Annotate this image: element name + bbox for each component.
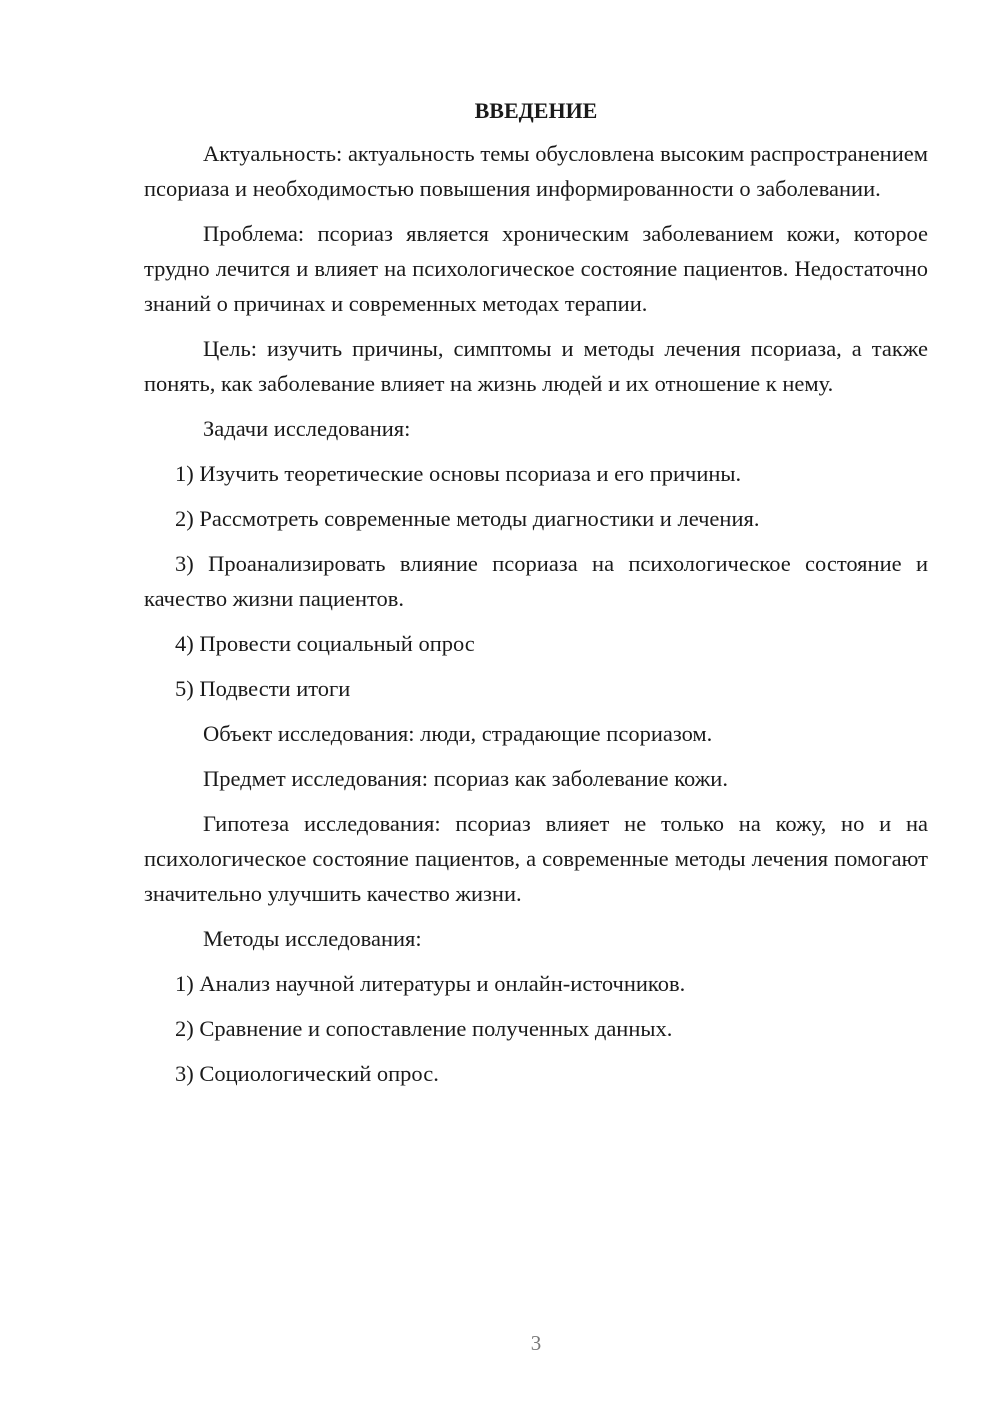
page-content bbox=[144, 94, 928, 1091]
page-number: 3 bbox=[530, 1331, 542, 1355]
task-item: 1) Изучить теоретические основы псориаза и его причины. bbox=[175, 461, 742, 486]
paragraph-hypothesis: Гипотеза исследования: псориаз влияет не только на кожу, но и на психологическое состояние пациентов, а современные методы лечения помогают значительно улучшить качество жизни. bbox=[144, 811, 928, 906]
section-heading: ВВЕДЕНИЕ bbox=[474, 98, 598, 123]
task-item: 5) Подвести итоги bbox=[175, 676, 351, 701]
task-item: 4) Провести социальный опрос bbox=[175, 631, 475, 656]
method-item: 1) Анализ научной литературы и онлайн-источников. bbox=[175, 971, 686, 996]
paragraph-object: Объект исследования: люди, страдающие псориазом. bbox=[203, 721, 713, 746]
paragraph-relevance: Актуальность: актуальность темы обусловлена высоким распространением псориаза и необходимостью повышения информированности о заболевании. bbox=[144, 141, 928, 201]
method-item: 3) Социологический опрос. bbox=[175, 1061, 439, 1086]
paragraph-problem: Проблема: псориаз является хроническим заболеванием кожи, которое трудно лечится и влияет на психологическое состояние пациентов. Недостаточно знаний о причинах и современных методах терапии. bbox=[144, 221, 928, 316]
tasks-heading: Задачи исследования: bbox=[203, 416, 411, 441]
method-item: 2) Сравнение и сопоставление полученных данных. bbox=[175, 1016, 673, 1041]
task-item: 2) Рассмотреть современные методы диагностики и лечения. bbox=[175, 506, 760, 531]
paragraph-subject: Предмет исследования: псориаз как заболевание кожи. bbox=[203, 766, 728, 791]
methods-heading: Методы исследования: bbox=[203, 926, 422, 951]
task-item: 3) Проанализировать влияние псориаза на психологическое состояние и качество жизни пациентов. bbox=[144, 551, 928, 611]
paragraph-goal: Цель: изучить причины, симптомы и методы лечения псориаза, а также понять, как заболевание влияет на жизнь людей и их отношение к нему. bbox=[144, 336, 928, 396]
